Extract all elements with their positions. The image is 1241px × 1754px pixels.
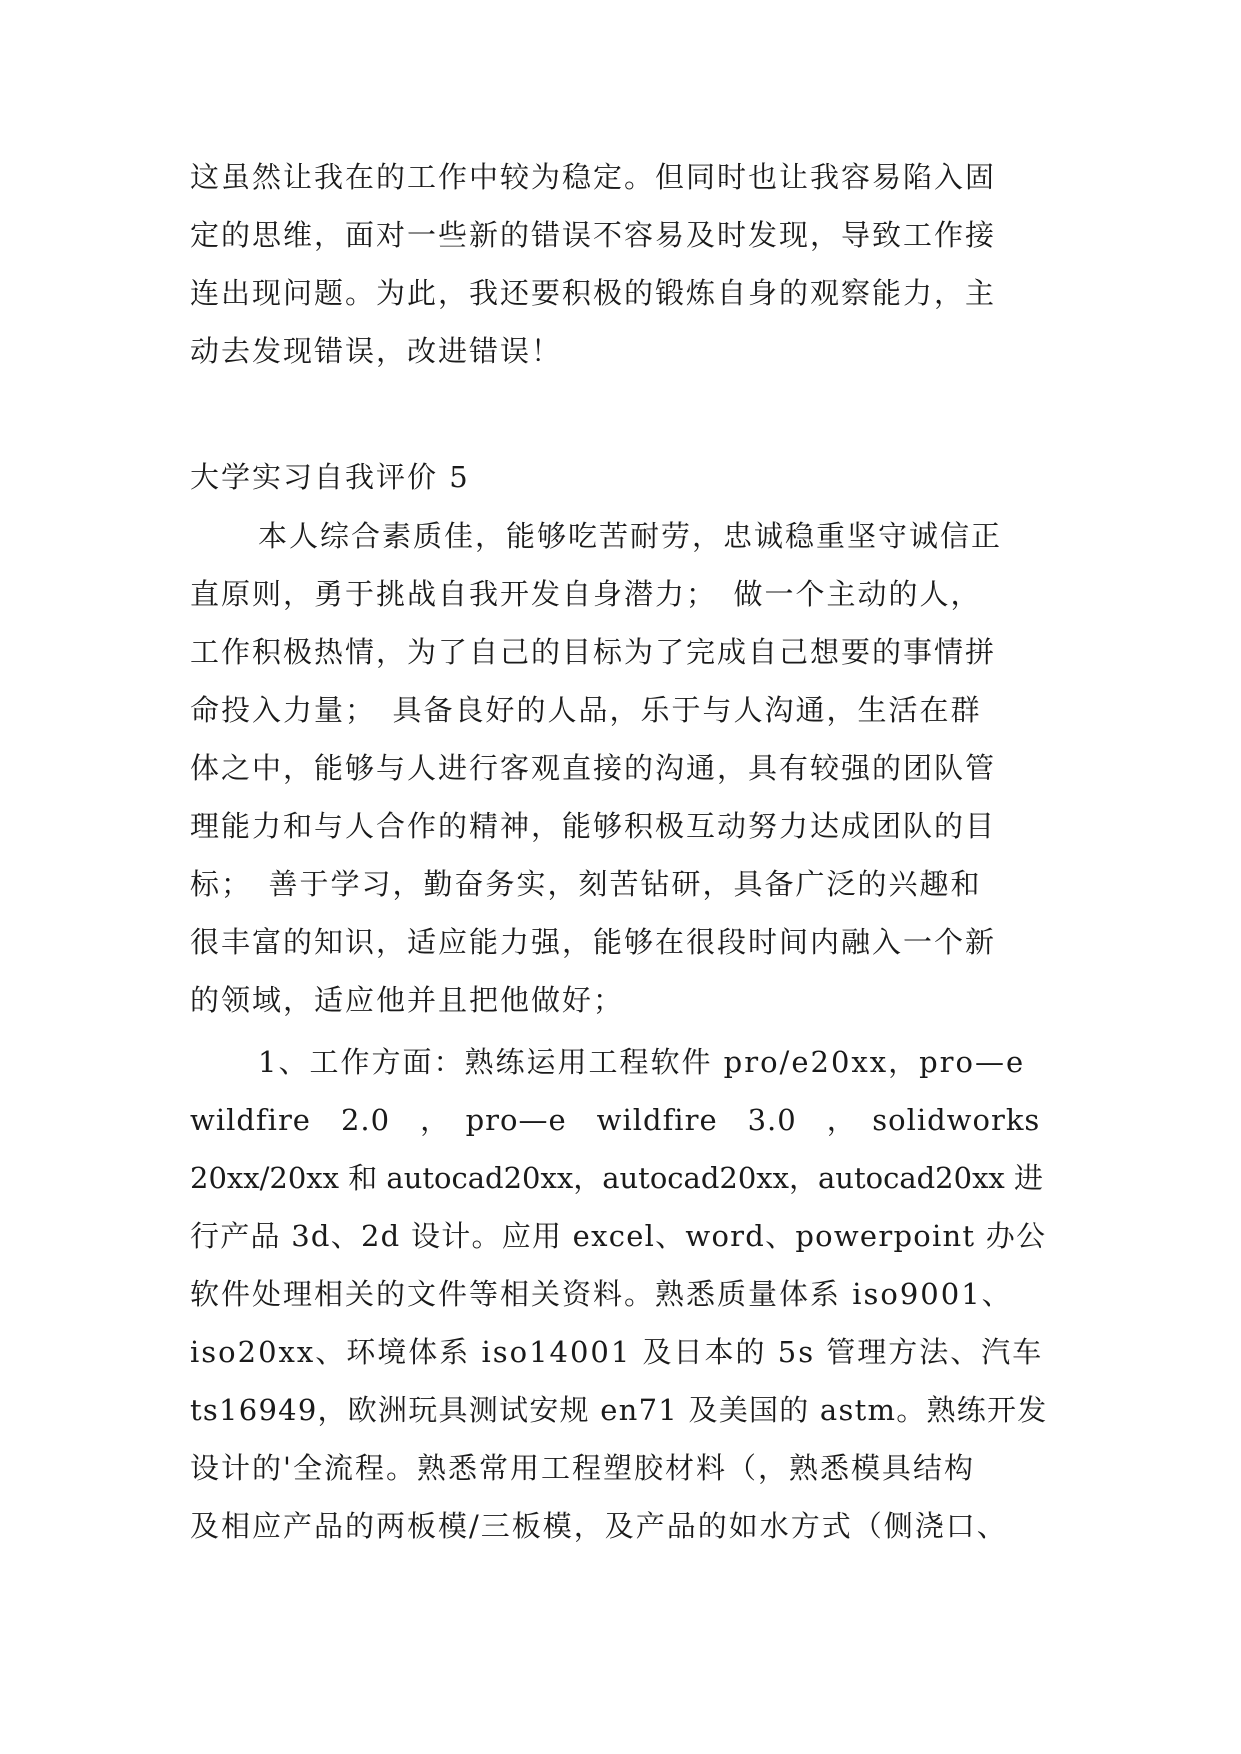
text-line: 的领域，适应他并且把他做好； <box>190 983 625 1017</box>
paragraph-work <box>190 1033 1050 1555</box>
paragraph-top <box>190 148 1050 380</box>
text-line: 动去发现错误，改进错误！ <box>190 334 563 368</box>
text-line: 标； 善于学习，勤奋务实，刻苦钻研，具备广泛的兴趣和 <box>190 867 982 901</box>
paragraph-evaluation <box>190 507 1050 1029</box>
text-line: 体之中，能够与人进行客观直接的沟通，具有较强的团队管 <box>190 751 997 785</box>
text-line: 行产品 3d、2d 设计。应用 excel、word、powerpoint 办公 <box>190 1219 1047 1253</box>
text-line: 很丰富的知识，适应能力强，能够在很段时间内融入一个新 <box>190 925 997 959</box>
text-line: 命投入力量； 具备良好的人品，乐于与人沟通，生活在群 <box>190 693 982 727</box>
text-line: wildfire 2.0 ， pro—e wildfire 3.0 ， solidworks <box>190 1103 1041 1137</box>
text-line: 本人综合素质佳，能够吃苦耐劳，忠诚稳重坚守诚信正 <box>258 519 1003 553</box>
text-line: 工作积极热情，为了自己的目标为了完成自己想要的事情拼 <box>190 635 997 669</box>
section-heading: 大学实习自我评价 5 <box>190 460 470 494</box>
text-line: 理能力和与人合作的精神，能够积极互动努力达成团队的目 <box>190 809 997 843</box>
text-line: 连出现问题。为此，我还要积极的锻炼自身的观察能力，主 <box>190 276 997 310</box>
text-line: 软件处理相关的文件等相关资料。熟悉质量体系 iso9001、 <box>190 1277 1013 1311</box>
text-line: 直原则，勇于挑战自我开发自身潜力； 做一个主动的人， <box>190 577 982 611</box>
text-line: 这虽然让我在的工作中较为稳定。但同时也让我容易陷入固 <box>190 160 997 194</box>
text-line: ts16949，欧洲玩具测试安规 en71 及美国的 astm。熟练开发 <box>190 1393 1048 1427</box>
text-line: iso20xx、环境体系 iso14001 及日本的 5s 管理方法、汽车 <box>190 1335 1044 1369</box>
text-line: 定的思维，面对一些新的错误不容易及时发现，导致工作接 <box>190 218 997 252</box>
text-line: 及相应产品的两板模/三板模，及产品的如水方式（侧浇口、 <box>190 1509 1008 1543</box>
text-line: 1、工作方面：熟练运用工程软件 pro/e20xx，pro—e <box>258 1045 1026 1079</box>
text-line: 20xx/20xx 和 autocad20xx，autocad20xx，autocad20xx 进 <box>190 1161 1044 1195</box>
text-line: 设计的'全流程。熟悉常用工程塑胶材料（，熟悉模具结构 <box>190 1451 975 1485</box>
